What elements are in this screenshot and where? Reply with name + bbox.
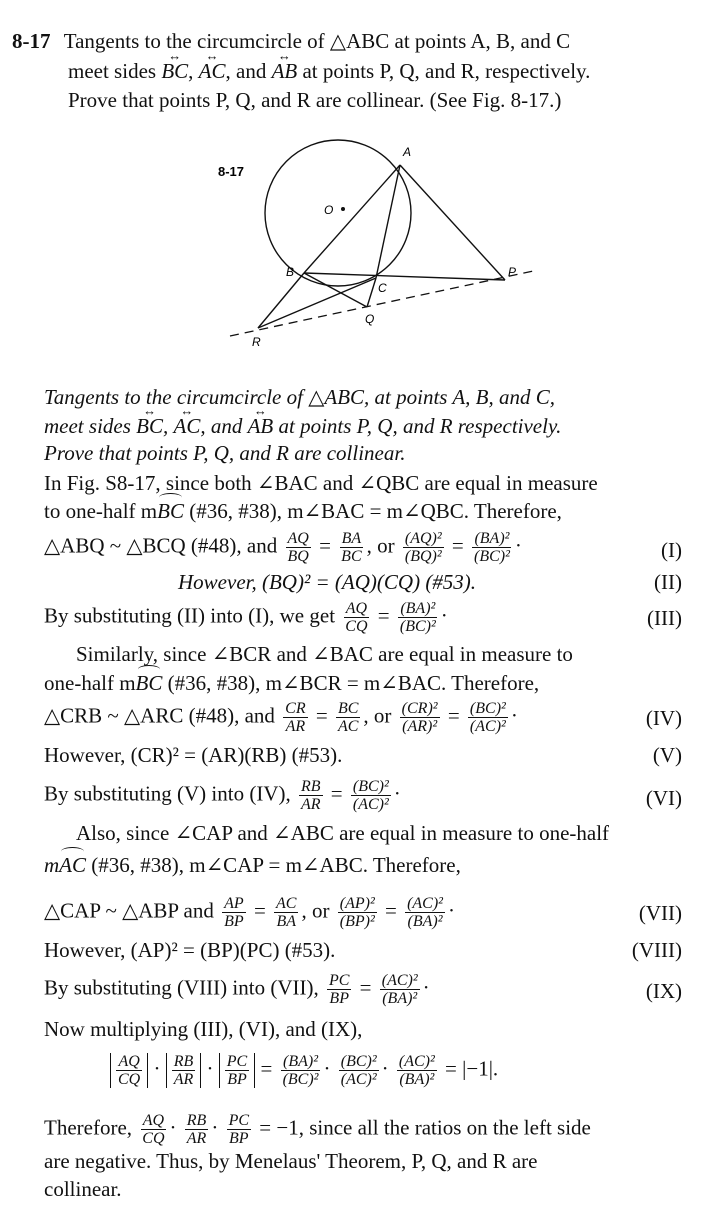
abs-ratio: $\frac{PC}{BP}$ (219, 1053, 255, 1088)
figure-label: 8-17 (218, 164, 245, 179)
label-q: Q (365, 312, 375, 326)
equation-tag: (VI) (645, 786, 682, 810)
solution-line: By substituting (V) into (IV), $\frac{RB}{AR}$ = $\frac{\text{(BC)²}}{\text{(AC)²}}$ · (44, 778, 401, 813)
solution-line (76, 820, 609, 846)
figure-8-17 (200, 130, 560, 360)
solution-line: Therefore, $\frac{AQ}{CQ}$ · $\frac{RB}{AR}$ · $\frac{PC}{BP}$ = −1, since all the ratios on the left side (44, 1112, 591, 1147)
solution-line (44, 1176, 122, 1202)
solution-line (44, 937, 335, 963)
fraction: $\frac{\text{(AC)²}}{\text{(BA)²}}$ (407, 895, 443, 930)
fraction: $\frac{\text{(AC)²}}{\text{(BA)²}}$ (381, 972, 418, 1007)
label-o: O (324, 203, 334, 217)
fraction: $\frac{\text{(BC)²}}{\text{(AC)²}}$ (340, 1053, 377, 1088)
fraction: $\frac{AP}{BP}$ (224, 895, 244, 930)
solution-text: m (44, 853, 60, 877)
equation-tag: (IX) (645, 979, 682, 1003)
solution-text: (#36, #38), m∠CAP = m∠ABC. Therefore, (91, 853, 461, 877)
equation-tag: (V) (652, 743, 682, 767)
problem-number: 8-17 (12, 29, 51, 53)
solution-text: Also, since ∠CAP and ∠ABC are equal in measure to one-half (76, 821, 610, 845)
solution-text: In Fig. S8-17, since both ∠BAC and ∠QBC are equal in measure (44, 471, 598, 495)
equation-tag: (IV) (645, 706, 682, 730)
solution-text: are negative. Thus, by Menelaus' Theorem, P, Q, and R are (44, 1149, 538, 1173)
restate-text: and (210, 414, 243, 438)
arc-ac: AC (59, 853, 87, 877)
solution-text: collinear. (44, 1177, 122, 1201)
solution-line (44, 742, 342, 768)
line-bp (304, 273, 505, 280)
problem-line-2: meet sides ↔ BC, ↔ AC, and ↔ AB at points P, Q, and R, respectively. (68, 58, 590, 84)
line-cq (367, 278, 376, 307)
label-a: A (403, 145, 412, 159)
fraction: $\frac{AC}{BA}$ (276, 895, 297, 930)
line-ab: ↔ AB (248, 413, 274, 439)
solution-text: However, (AP)² = (BP)(PC) (#53). (44, 938, 336, 962)
solution-text: , or (301, 898, 330, 923)
line-bc: ↔ BC (161, 58, 188, 84)
solution-line: △ABQ ~ △BCQ (#48), and $\frac{AQ}{BQ}$ = $\frac{BA}{BC}$ , or $\frac{\text{(AQ)²}}{\text{(BQ)²}}$ = $\frac{\text{(BA)²}}{\text{(BC)²}}$ · (44, 530, 522, 565)
solution-text: By substituting (II) into (I), we get (44, 603, 336, 628)
solution-text: By substituting (V) into (IV), (44, 781, 291, 806)
equation-tag: (III) (647, 606, 682, 630)
line-bc: ↔ BC (136, 413, 163, 439)
label-r: R (252, 335, 261, 349)
equation-tag: (II) (654, 570, 682, 594)
fraction: $\frac{BC}{AC}$ (337, 700, 359, 735)
solution-text: (#36, #38), m∠BAC = m∠QBC. Therefore, (189, 499, 562, 523)
side-ab (304, 165, 400, 273)
center-dot (341, 207, 345, 211)
fraction: $\frac{RB}{AR}$ (301, 778, 321, 813)
solution-text: Therefore, (44, 1115, 133, 1140)
fraction: $\frac{\text{(CR)²}}{\text{(AR)²}}$ (401, 700, 438, 735)
fraction: $\frac{\text{(BC)²}}{\text{(AC)²}}$ (469, 700, 506, 735)
solution-line: $\frac{AQ}{CQ}$ · $\frac{RB}{AR}$ · $\frac{PC}{BP}$ = $\frac{\text{(BA)²}}{\text{(BC)²}}$ · $\frac{\text{(BC)²}}{\text{(AC)²}}$ · $\frac{\text{(AC)²}}{\text{(BA)²}}$ = |−1|. (110, 1053, 498, 1088)
equation-tag: (VIII) (631, 938, 682, 962)
label-c: C (378, 281, 387, 295)
side-ac (376, 165, 400, 278)
fraction: $\frac{\text{(BC)²}}{\text{(AC)²}}$ (352, 778, 389, 813)
line-ac: ↔ AC (174, 413, 201, 439)
solution-text: However, (BQ)² = (AQ)(CQ) (#53). (178, 570, 477, 594)
solution-text: △CRB ~ △ARC (#48), and (44, 703, 275, 728)
line-br (258, 273, 304, 328)
tangent-a (400, 165, 505, 280)
restate-line-3 (44, 440, 405, 466)
solution-text: Now multiplying (III), (VI), and (IX), (44, 1017, 363, 1041)
solution-text: , or (366, 533, 395, 558)
solution-line (178, 569, 476, 595)
fraction: $\frac{AQ}{CQ}$ (142, 1112, 165, 1147)
solution-text: △CAP ~ △ABP and (44, 898, 214, 923)
restate-text: meet sides (44, 414, 131, 438)
fraction: $\frac{CR}{AR}$ (285, 700, 306, 735)
solution-line (76, 641, 573, 667)
problem-text: Prove that points P, Q, and R are collinear. (See Fig. 8-17.) (68, 88, 562, 112)
restate-line-2: meet sides ↔ BC, ↔ AC, and ↔ AB at points P, Q, and R respectively. (44, 413, 561, 439)
solution-text: △ABQ ~ △BCQ (#48), and (44, 533, 278, 558)
restate-text: Tangents to the circumcircle of △ABC, at points A, B, and C, (44, 385, 555, 409)
solution-text: to one-half m (44, 499, 158, 523)
equation-tag: (VII) (638, 901, 682, 925)
arc-bc: BC (157, 499, 184, 523)
solution-line (44, 1148, 537, 1174)
problem-line-3 (68, 87, 561, 113)
line-ac: ↔ AC (199, 58, 226, 84)
solution-line (44, 470, 598, 496)
fraction: $\frac{\text{(AP)²}}{\text{(BP)²}}$ (339, 895, 375, 930)
solution-line (44, 1016, 362, 1042)
solution-text: Similarly, since ∠BCR and ∠BAC are equal in measure to (76, 642, 573, 666)
fraction: $\frac{AQ}{CQ}$ (345, 600, 368, 635)
abs-ratio: $\frac{RB}{AR}$ (166, 1053, 202, 1088)
fraction: $\frac{\text{(AC)²}}{\text{(BA)²}}$ (398, 1053, 435, 1088)
problem-text: Tangents to the circumcircle of △ABC at points A, B, and C (63, 29, 571, 53)
fraction: $\frac{\text{(BA)²}}{\text{(BC)²}}$ (399, 600, 436, 635)
arc-bc: BC (135, 671, 163, 695)
restate-text: Prove that points P, Q, and R are collinear. (44, 441, 406, 465)
solution-line (44, 498, 562, 524)
label-p: P (508, 265, 517, 279)
fraction: $\frac{RB}{AR}$ (186, 1112, 207, 1147)
fraction: $\frac{PC}{BP}$ (328, 972, 350, 1007)
fraction: $\frac{BA}{BC}$ (341, 530, 362, 565)
problem-text: meet sides (68, 59, 157, 83)
line-bq (304, 273, 367, 307)
problem-text: at points P, Q, and R, respectively. (302, 59, 591, 83)
solution-text: = |−1|. (445, 1056, 499, 1081)
solution-line: △CRB ~ △ARC (#48), and $\frac{CR}{AR}$ = $\frac{BC}{AC}$ , or $\frac{\text{(CR)²}}{\text{(AR)²}}$ = $\frac{\text{(BC)²}}{\text{(AC)²}}$ · (44, 700, 518, 735)
solution-text: However, (CR)² = (AR)(RB) (#53). (44, 743, 343, 767)
solution-text: (#36, #38), m∠BCR = m∠BAC. Therefore, (167, 671, 540, 695)
solution-text: By substituting (VIII) into (VII), (44, 975, 319, 1000)
solution-line: △CAP ~ △ABP and $\frac{AP}{BP}$ = $\frac{AC}{BA}$ , or $\frac{\text{(AP)²}}{\text{(BP)²}}$ = $\frac{\text{(AC)²}}{\text{(BA)²}}$ · (44, 895, 455, 930)
solution-line (44, 852, 461, 878)
solution-line: By substituting (VIII) into (VII), $\frac{PC}{BP}$ = $\frac{\text{(AC)²}}{\text{(BA)²}}$ · (44, 972, 430, 1007)
equation-tag: (I) (661, 538, 682, 562)
problem-text: and (236, 59, 267, 83)
label-b: B (286, 265, 295, 279)
fraction: $\frac{\text{(BA)²}}{\text{(BC)²}}$ (474, 530, 510, 565)
restate-text: at points P, Q, and R respectively. (278, 414, 562, 438)
fraction: $\frac{\text{(AQ)²}}{\text{(BQ)²}}$ (404, 530, 442, 565)
solution-text: , or (363, 703, 392, 728)
solution-line (44, 670, 539, 696)
restate-line-1 (44, 384, 555, 410)
solution-text: = −1, since all the ratios on the left side (259, 1115, 591, 1140)
fraction: $\frac{\text{(BA)²}}{\text{(BC)²}}$ (282, 1053, 319, 1088)
fraction: $\frac{AQ}{BQ}$ (287, 530, 309, 565)
fraction: $\frac{PC}{BP}$ (228, 1112, 250, 1147)
solution-text: one-half m (44, 671, 136, 695)
solution-line: By substituting (II) into (I), we get $\frac{AQ}{CQ}$ = $\frac{\text{(BA)²}}{\text{(BC)²}}$ · (44, 600, 448, 635)
line-ab: ↔ AB (272, 58, 298, 84)
abs-ratio: $\frac{AQ}{CQ}$ (110, 1053, 148, 1088)
